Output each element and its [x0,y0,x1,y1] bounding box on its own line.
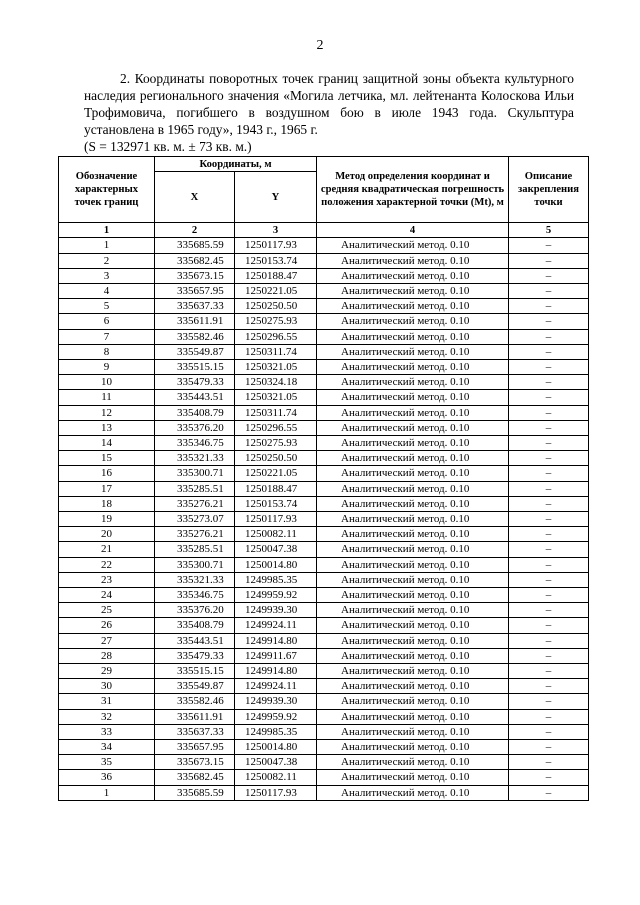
table-row [59,268,589,283]
table-row [59,344,589,359]
area-text: (S = 132971 кв. м. ± 73 кв. м.) [84,139,252,154]
y-coordinate-cell: 1250082.11 [235,770,317,785]
header-x: X [155,172,235,223]
y-coordinate-cell: 1250047.38 [235,755,317,770]
point-id-cell: 4 [59,283,155,298]
x-coordinate-cell: 335582.46 [155,694,235,709]
y-coordinate-cell: 1250250.50 [235,299,317,314]
point-id-cell: 20 [59,527,155,542]
y-coordinate-cell: 1250296.55 [235,420,317,435]
point-id-cell: 28 [59,648,155,663]
x-coordinate-cell: 335515.15 [155,664,235,679]
table-row [59,436,589,451]
coordinates-table [58,156,589,801]
table-row [59,542,589,557]
x-coordinate-cell: 335376.20 [155,420,235,435]
method-cell: Аналитический метод. 0.10 [317,283,509,298]
method-cell: Аналитический метод. 0.10 [317,785,509,800]
x-coordinate-cell: 335582.46 [155,329,235,344]
method-cell: Аналитический метод. 0.10 [317,268,509,283]
y-coordinate-cell: 1249914.80 [235,664,317,679]
point-id-cell: 2 [59,253,155,268]
index-cell: 5 [509,223,589,238]
description-cell: – [509,557,589,572]
table-row [59,527,589,542]
point-id-cell: 30 [59,679,155,694]
point-id-cell: 26 [59,618,155,633]
table-row [59,283,589,298]
x-coordinate-cell: 335346.75 [155,436,235,451]
y-coordinate-cell: 1250188.47 [235,268,317,283]
x-coordinate-cell: 335276.21 [155,527,235,542]
x-coordinate-cell: 335285.51 [155,542,235,557]
y-coordinate-cell: 1250311.74 [235,405,317,420]
method-cell: Аналитический метод. 0.10 [317,527,509,542]
point-id-cell: 21 [59,542,155,557]
method-cell: Аналитический метод. 0.10 [317,618,509,633]
y-coordinate-cell: 1249939.30 [235,694,317,709]
point-id-cell: 36 [59,770,155,785]
method-cell: Аналитический метод. 0.10 [317,709,509,724]
description-cell: – [509,664,589,679]
method-cell: Аналитический метод. 0.10 [317,512,509,527]
point-id-cell: 18 [59,496,155,511]
table-row [59,618,589,633]
point-id-cell: 23 [59,572,155,587]
y-coordinate-cell: 1249914.80 [235,633,317,648]
table-row [59,481,589,496]
table-row [59,496,589,511]
method-cell: Аналитический метод. 0.10 [317,420,509,435]
index-cell: 1 [59,223,155,238]
x-coordinate-cell: 335408.79 [155,618,235,633]
table-row [59,588,589,603]
y-coordinate-cell: 1250117.93 [235,238,317,253]
y-coordinate-cell: 1250117.93 [235,512,317,527]
description-cell: – [509,527,589,542]
header-description: Описание закрепления точки [509,157,589,223]
method-cell: Аналитический метод. 0.10 [317,648,509,663]
description-cell: – [509,724,589,739]
method-cell: Аналитический метод. 0.10 [317,466,509,481]
description-cell: – [509,512,589,527]
x-coordinate-cell: 335611.91 [155,709,235,724]
description-cell: – [509,785,589,800]
intro-paragraph [84,70,574,155]
method-cell: Аналитический метод. 0.10 [317,724,509,739]
point-id-cell: 10 [59,375,155,390]
table-row [59,557,589,572]
y-coordinate-cell: 1249939.30 [235,603,317,618]
method-cell: Аналитический метод. 0.10 [317,253,509,268]
x-coordinate-cell: 335611.91 [155,314,235,329]
y-coordinate-cell: 1250321.05 [235,390,317,405]
description-cell: – [509,572,589,587]
description-cell: – [509,740,589,755]
point-id-cell: 27 [59,633,155,648]
method-cell: Аналитический метод. 0.10 [317,451,509,466]
table-row [59,238,589,253]
table-row [59,299,589,314]
x-coordinate-cell: 335682.45 [155,770,235,785]
table-row [59,253,589,268]
point-id-cell: 34 [59,740,155,755]
x-coordinate-cell: 335346.75 [155,588,235,603]
point-id-cell: 22 [59,557,155,572]
table-row [59,420,589,435]
point-id-cell: 35 [59,755,155,770]
x-coordinate-cell: 335443.51 [155,633,235,648]
table-row [59,755,589,770]
table-row [59,648,589,663]
description-cell: – [509,633,589,648]
method-cell: Аналитический метод. 0.10 [317,603,509,618]
x-coordinate-cell: 335673.15 [155,268,235,283]
method-cell: Аналитический метод. 0.10 [317,633,509,648]
x-coordinate-cell: 335673.15 [155,755,235,770]
header-method: Метод определения координат и средняя квадратическая погрешность положения характерной точки (Mt), м [317,157,509,223]
point-id-cell: 33 [59,724,155,739]
description-cell: – [509,268,589,283]
description-cell: – [509,755,589,770]
table-row [59,785,589,800]
point-id-cell: 25 [59,603,155,618]
index-cell: 2 [155,223,235,238]
x-coordinate-cell: 335515.15 [155,360,235,375]
description-cell: – [509,618,589,633]
y-coordinate-cell: 1250117.93 [235,785,317,800]
header-coordinates: Координаты, м [155,157,317,172]
x-coordinate-cell: 335637.33 [155,299,235,314]
description-cell: – [509,542,589,557]
x-coordinate-cell: 335321.33 [155,451,235,466]
x-coordinate-cell: 335479.33 [155,375,235,390]
y-coordinate-cell: 1249911.67 [235,648,317,663]
method-cell: Аналитический метод. 0.10 [317,481,509,496]
description-cell: – [509,709,589,724]
description-cell: – [509,603,589,618]
method-cell: Аналитический метод. 0.10 [317,405,509,420]
point-id-cell: 13 [59,420,155,435]
method-cell: Аналитический метод. 0.10 [317,679,509,694]
point-id-cell: 14 [59,436,155,451]
y-coordinate-cell: 1250221.05 [235,466,317,481]
description-cell: – [509,694,589,709]
method-cell: Аналитический метод. 0.10 [317,299,509,314]
point-id-cell: 11 [59,390,155,405]
point-id-cell: 8 [59,344,155,359]
table-row [59,314,589,329]
method-cell: Аналитический метод. 0.10 [317,664,509,679]
x-coordinate-cell: 335657.95 [155,283,235,298]
x-coordinate-cell: 335276.21 [155,496,235,511]
table-row [59,679,589,694]
y-coordinate-cell: 1250311.74 [235,344,317,359]
method-cell: Аналитический метод. 0.10 [317,375,509,390]
y-coordinate-cell: 1250047.38 [235,542,317,557]
y-coordinate-cell: 1250275.93 [235,436,317,451]
table-row [59,572,589,587]
method-cell: Аналитический метод. 0.10 [317,740,509,755]
method-cell: Аналитический метод. 0.10 [317,770,509,785]
index-cell: 4 [317,223,509,238]
page-number: 2 [316,38,324,53]
description-cell: – [509,283,589,298]
x-coordinate-cell: 335682.45 [155,253,235,268]
description-cell: – [509,451,589,466]
table-row [59,360,589,375]
index-cell: 3 [235,223,317,238]
y-coordinate-cell: 1250221.05 [235,283,317,298]
y-coordinate-cell: 1250082.11 [235,527,317,542]
point-id-cell: 5 [59,299,155,314]
y-coordinate-cell: 1250014.80 [235,557,317,572]
method-cell: Аналитический метод. 0.10 [317,238,509,253]
x-coordinate-cell: 335300.71 [155,557,235,572]
header-designation: Обозначение характерных точек границ [59,157,155,223]
description-cell: – [509,390,589,405]
point-id-cell: 32 [59,709,155,724]
table-row [59,512,589,527]
point-id-cell: 24 [59,588,155,603]
point-id-cell: 3 [59,268,155,283]
description-cell: – [509,329,589,344]
x-coordinate-cell: 335685.59 [155,785,235,800]
point-id-cell: 15 [59,451,155,466]
x-coordinate-cell: 335321.33 [155,572,235,587]
y-coordinate-cell: 1249924.11 [235,679,317,694]
point-id-cell: 29 [59,664,155,679]
point-id-cell: 12 [59,405,155,420]
description-cell: – [509,436,589,451]
description-cell: – [509,770,589,785]
description-cell: – [509,375,589,390]
table-row [59,375,589,390]
table-row [59,451,589,466]
x-coordinate-cell: 335443.51 [155,390,235,405]
point-id-cell: 16 [59,466,155,481]
table-row [59,603,589,618]
table-row [59,709,589,724]
description-cell: – [509,314,589,329]
x-coordinate-cell: 335408.79 [155,405,235,420]
point-id-cell: 6 [59,314,155,329]
x-coordinate-cell: 335549.87 [155,344,235,359]
method-cell: Аналитический метод. 0.10 [317,496,509,511]
x-coordinate-cell: 335273.07 [155,512,235,527]
description-cell: – [509,405,589,420]
table-row [59,390,589,405]
y-coordinate-cell: 1250275.93 [235,314,317,329]
y-coordinate-cell: 1250321.05 [235,360,317,375]
description-cell: – [509,496,589,511]
table-body [59,238,589,801]
x-coordinate-cell: 335685.59 [155,238,235,253]
x-coordinate-cell: 335657.95 [155,740,235,755]
description-cell: – [509,588,589,603]
description-cell: – [509,238,589,253]
x-coordinate-cell: 335285.51 [155,481,235,496]
x-coordinate-cell: 335549.87 [155,679,235,694]
y-coordinate-cell: 1249959.92 [235,588,317,603]
method-cell: Аналитический метод. 0.10 [317,390,509,405]
method-cell: Аналитический метод. 0.10 [317,314,509,329]
description-cell: – [509,466,589,481]
description-cell: – [509,360,589,375]
table-row [59,694,589,709]
table-row [59,466,589,481]
description-cell: – [509,299,589,314]
point-id-cell: 9 [59,360,155,375]
point-id-cell: 31 [59,694,155,709]
description-cell: – [509,344,589,359]
method-cell: Аналитический метод. 0.10 [317,694,509,709]
table-row [59,633,589,648]
method-cell: Аналитический метод. 0.10 [317,542,509,557]
y-coordinate-cell: 1250296.55 [235,329,317,344]
method-cell: Аналитический метод. 0.10 [317,436,509,451]
description-cell: – [509,648,589,663]
method-cell: Аналитический метод. 0.10 [317,588,509,603]
header-y: Y [235,172,317,223]
x-coordinate-cell: 335376.20 [155,603,235,618]
method-cell: Аналитический метод. 0.10 [317,329,509,344]
x-coordinate-cell: 335300.71 [155,466,235,481]
method-cell: Аналитический метод. 0.10 [317,755,509,770]
y-coordinate-cell: 1250153.74 [235,253,317,268]
y-coordinate-cell: 1250188.47 [235,481,317,496]
x-coordinate-cell: 335637.33 [155,724,235,739]
y-coordinate-cell: 1249959.92 [235,709,317,724]
y-coordinate-cell: 1249985.35 [235,572,317,587]
y-coordinate-cell: 1249985.35 [235,724,317,739]
point-id-cell: 17 [59,481,155,496]
description-cell: – [509,481,589,496]
description-cell: – [509,420,589,435]
table-row [59,740,589,755]
description-cell: – [509,679,589,694]
y-coordinate-cell: 1250250.50 [235,451,317,466]
table-row [59,770,589,785]
description-cell: – [509,253,589,268]
point-id-cell: 1 [59,785,155,800]
point-id-cell: 1 [59,238,155,253]
y-coordinate-cell: 1249924.11 [235,618,317,633]
table-row [59,664,589,679]
method-cell: Аналитический метод. 0.10 [317,360,509,375]
y-coordinate-cell: 1250324.18 [235,375,317,390]
method-cell: Аналитический метод. 0.10 [317,557,509,572]
y-coordinate-cell: 1250014.80 [235,740,317,755]
method-cell: Аналитический метод. 0.10 [317,572,509,587]
point-id-cell: 7 [59,329,155,344]
table-row [59,405,589,420]
table-row [59,329,589,344]
intro-text: 2. Координаты поворотных точек границ защитной зоны объекта культурного наследия регионального значения «Могила летчика, мл. лейтенанта Колоскова Ильи Трофимовича, погибшего в воздушном бою в июле 1943 года. Скульптура установлена в 1965 году», 1943 г., 1965 г. [84,71,574,137]
table-row [59,724,589,739]
x-coordinate-cell: 335479.33 [155,648,235,663]
point-id-cell: 19 [59,512,155,527]
y-coordinate-cell: 1250153.74 [235,496,317,511]
method-cell: Аналитический метод. 0.10 [317,344,509,359]
